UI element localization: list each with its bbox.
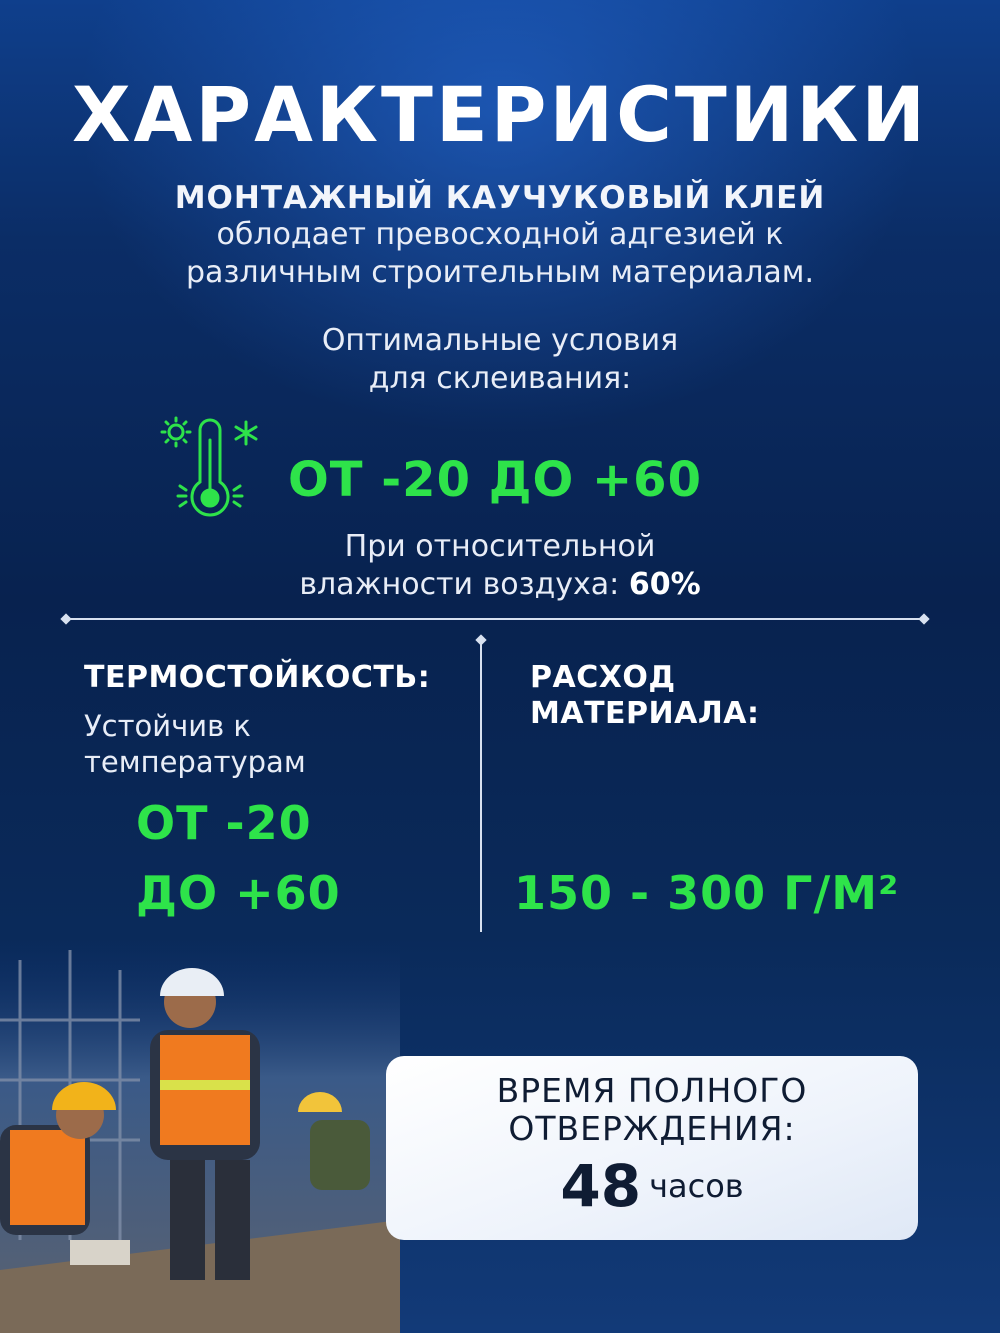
humidity-label: влажности воздуха: <box>299 567 629 602</box>
optimal-line-1: Оптимальные условия <box>321 323 679 358</box>
thermometer-icon <box>158 410 262 526</box>
cure-value-row <box>386 1152 918 1220</box>
humidity-value: 60% <box>628 567 701 602</box>
consumption-heading-line-2: МАТЕРИАЛА: <box>530 696 760 731</box>
heat-resistance-description <box>84 708 474 780</box>
heat-resistance-desc-line-2: температурам <box>84 745 306 779</box>
vertical-divider <box>480 640 482 932</box>
heat-resistance-heading: ТЕРМОСТОЙКОСТЬ: <box>84 660 431 695</box>
cure-line-1: ВРЕМЯ ПОЛНОГО <box>496 1071 808 1110</box>
heat-resistance-to: ДО +60 <box>136 866 341 920</box>
cure-time-card <box>386 1056 918 1240</box>
optimal-line-2: для склеивания: <box>368 361 632 396</box>
consumption-section <box>530 660 950 732</box>
sun-icon <box>162 418 190 446</box>
optimal-temperature-range: ОТ -20 ДО +60 <box>288 452 702 508</box>
consumption-heading-line-1: РАСХОД <box>530 660 676 695</box>
cure-hours-unit: часов <box>649 1167 744 1205</box>
humidity-line-1: При относительной <box>344 529 656 564</box>
cure-line-2: ОТВЕРЖДЕНИЯ: <box>508 1109 796 1148</box>
heat-resistance-from: ОТ -20 <box>136 796 312 850</box>
intro-block <box>0 180 1000 292</box>
snowflake-icon <box>236 422 256 444</box>
intro-line-1: облодает превосходной адгезией к <box>216 217 784 252</box>
product-name: МОНТАЖНЫЙ КАУЧУКОВЫЙ КЛЕЙ <box>174 180 826 216</box>
intro-line-2: различным строительным материалам. <box>186 255 814 290</box>
heat-resistance-section <box>84 660 474 780</box>
page-title: ХАРАКТЕРИСТИКИ <box>71 70 929 159</box>
optimal-conditions <box>0 322 1000 398</box>
humidity-line-2 <box>0 566 1000 604</box>
heat-resistance-desc-line-1: Устойчив к <box>84 709 251 743</box>
horizontal-divider <box>66 618 924 620</box>
construction-workers-image <box>0 940 400 1333</box>
consumption-value: 150 - 300 Г/М² <box>514 866 900 920</box>
humidity-note <box>0 528 1000 604</box>
cure-hours-number: 48 <box>560 1152 642 1220</box>
